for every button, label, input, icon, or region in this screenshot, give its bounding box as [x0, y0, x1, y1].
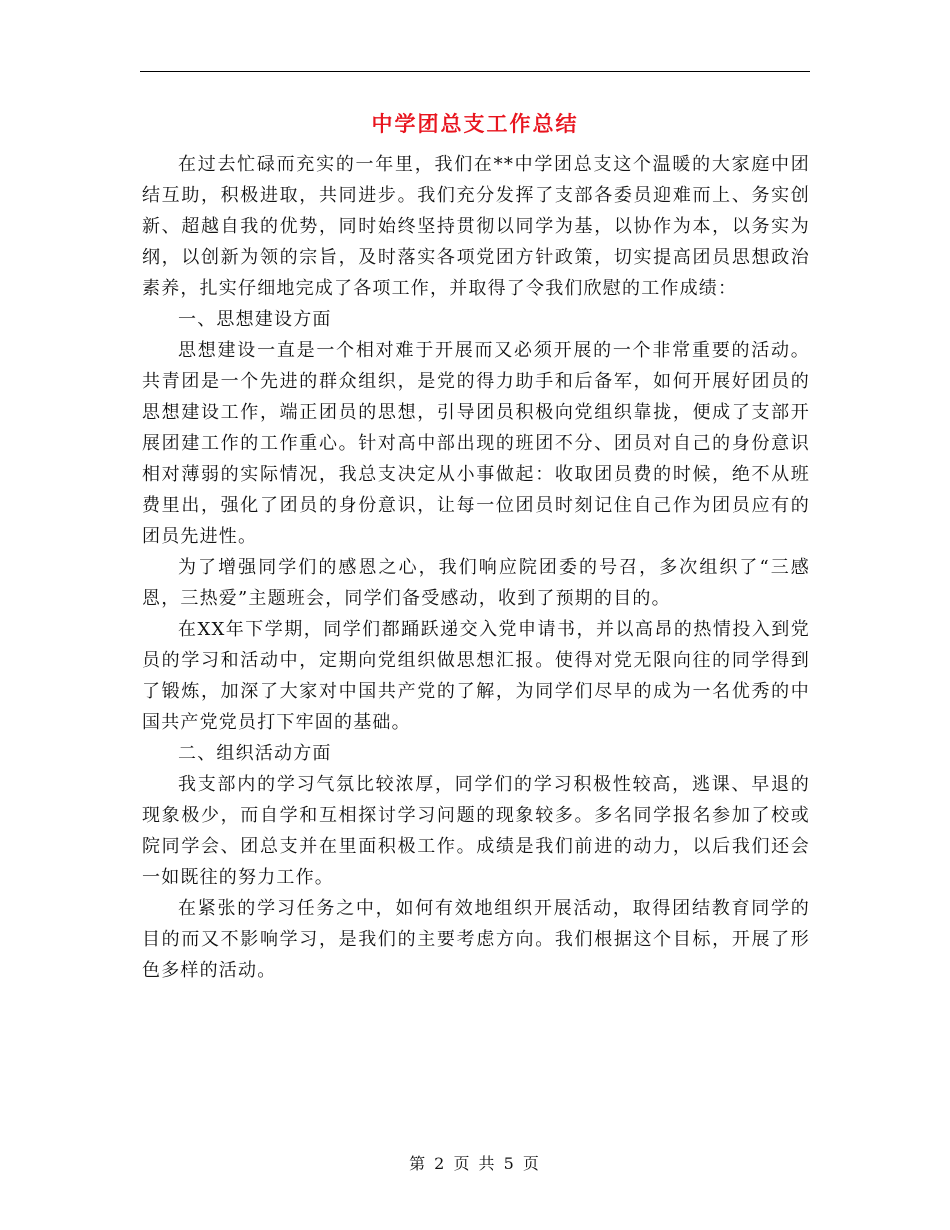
document-body — [142, 149, 810, 986]
page-footer: 第 2 页 共 5 页 — [409, 1154, 541, 1173]
paragraph: 为了增强同学们的感恩之心，我们响应院团委的号召，多次组织了“三感恩，三热爱”主题班会，同学们备受感动，收到了预期的目的。 — [142, 557, 810, 609]
paragraph: 在过去忙碌而充实的一年里，我们在**中学团总支这个温暖的大家庭中团结互助，积极进取，共同进步。我们充分发挥了支部各委员迎难而上、务实创新、超越自我的优势，同时始终坚持贯彻以同学为基，以协作为本，以务实为纲，以创新为领的宗旨，及时落实各项党团方针政策，切实提高团员思想政治素养，扎实仔细地完成了各项工作，并取得了令我们欣慰的工作成绩： — [142, 154, 810, 299]
document-title: 中学团总支工作总结 — [371, 111, 579, 136]
header-rule — [140, 71, 810, 72]
paragraph: 思想建设一直是一个相对难于开展而又必须开展的一个非常重要的活动。共青团是一个先进的群众组织，是党的得力助手和后备军，如何开展好团员的思想建设工作，端正团员的思想，引导团员积极向党组织靠拢，便成了支部开展团建工作的工作重心。针对高中部出现的班团不分、团员对自己的身份意识相对薄弱的实际情况，我总支决定从小事做起：收取团员费的时候，绝不从班费里出，强化了团员的身份意识，让每一位团员时刻记住自己作为团员应有的团员先进性。 — [142, 340, 810, 547]
section-heading: 一、思想建设方面 — [178, 309, 332, 330]
paragraph: 在XX年下学期，同学们都踊跃递交入党申请书，并以高昂的热情投入到党员的学习和活动中，定期向党组织做思想汇报。使得对党无限向往的同学得到了锻炼，加深了大家对中国共产党的了解，为同学们尽早的成为一名优秀的中国共产党党员打下牢固的基础。 — [142, 619, 810, 733]
paragraph: 在紧张的学习任务之中，如何有效地组织开展活动，取得团结教育同学的目的而又不影响学习，是我们的主要考虑方向。我们根据这个目标，开展了形色多样的活动。 — [142, 898, 810, 981]
paragraph: 我支部内的学习气氛比较浓厚，同学们的学习积极性较高，逃课、早退的现象极少，而自学和互相探讨学习问题的现象较多。多名同学报名参加了校或院同学会、团总支并在里面积极工作。成绩是我们前进的动力，以后我们还会一如既往的努力工作。 — [142, 774, 810, 888]
section-heading: 二、组织活动方面 — [178, 743, 332, 764]
